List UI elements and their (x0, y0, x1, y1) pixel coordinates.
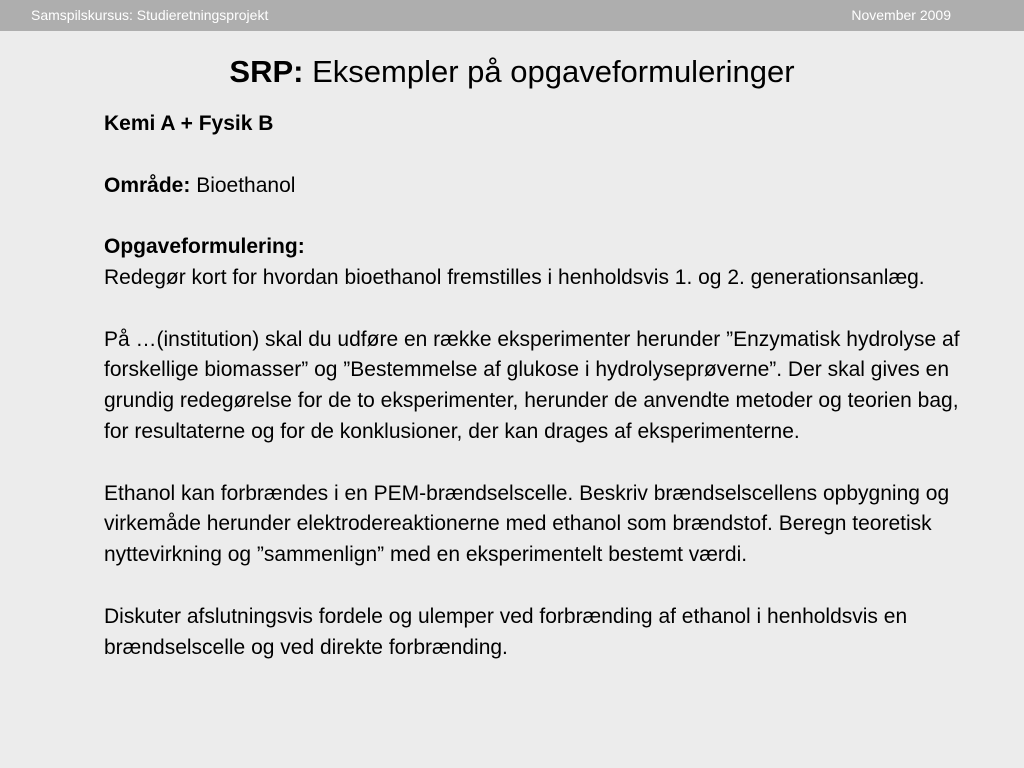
header-bar (0, 0, 1024, 31)
discussion-paragraph: Diskuter afslutningsvis fordele og ulemper ved forbrænding af ethanol i henholdsvis en brændselscelle og ved direkte forbrænding. (104, 604, 908, 659)
task-label: Opgaveformulering: (104, 235, 305, 259)
area-line (104, 171, 964, 202)
fuelcell-paragraph: Ethanol kan forbrændes i en PEM-brændselscelle. Beskriv brændselscellens opbygning og virkemåde herunder elektrodereaktionerne med ethanol som brændstof. Beregn teoretisk nyttevirkning og ”sammenlign” med en eksperimentelt bestemt værdi. (104, 481, 950, 567)
title-prefix: SRP: (229, 54, 304, 89)
area-label: Område: (104, 173, 191, 197)
title-text: Eksempler på opgaveformuleringer (303, 54, 795, 89)
experiments-paragraph: På …(institution) skal du udføre en række eksperimenter herunder ”Enzymatisk hydrolyse af forskellige biomasser” og ”Bestemmelse af glukose i hydrolyseprøverne”. Der skal gives en grundig redegørelse for de to eksperimenter, herunder de anvendte metoder og teorien bag, for resultaterne og for de konklusioner, der kan drages af eksperimenterne. (104, 327, 960, 443)
task-block (104, 232, 964, 294)
slide-title (0, 54, 1024, 90)
subject-line (104, 109, 964, 140)
slide-content (104, 109, 964, 663)
task-text: Redegør kort for hvordan bioethanol fremstilles i henholdsvis 1. og 2. generationsanlæg. (104, 265, 925, 289)
subject-heading: Kemi A + Fysik B (104, 112, 274, 135)
date-label: November 2009 (851, 7, 951, 23)
area-value: Bioethanol (190, 173, 296, 197)
course-name: Samspilskursus: Studieretningsprojekt (31, 7, 269, 23)
